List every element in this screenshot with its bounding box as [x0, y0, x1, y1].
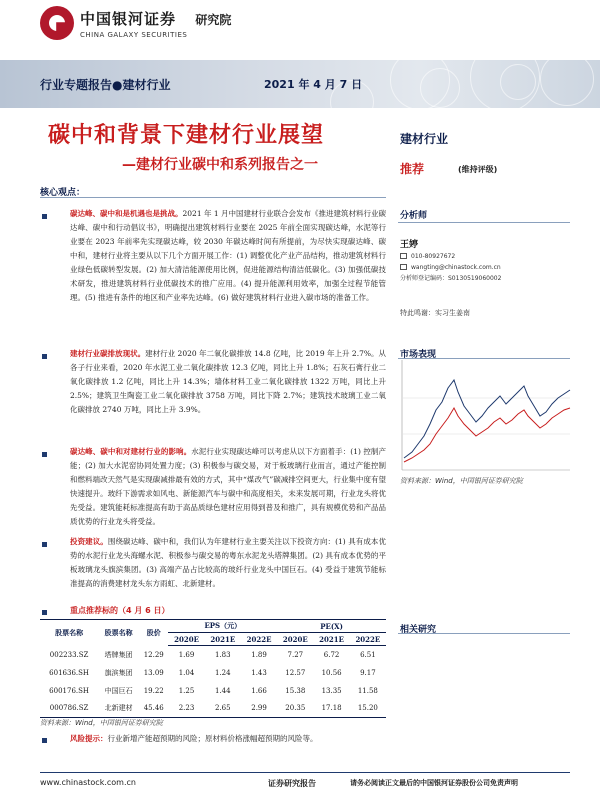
- table-cell: 1.24: [214, 668, 231, 677]
- related-divider: [398, 633, 570, 634]
- footer-divider: [40, 772, 570, 773]
- header-banner: [0, 60, 600, 108]
- table-cell: 17.18: [313, 700, 349, 718]
- table-header-eps: EPS（元）: [168, 620, 277, 633]
- footer-url[interactable]: www.chinastock.com.cn: [40, 778, 136, 787]
- recommendation-table: [40, 619, 386, 718]
- table-row: [40, 646, 386, 664]
- table-header-code: 股票名称: [40, 620, 98, 646]
- market-performance-chart: [400, 358, 572, 473]
- table-header-price: 股价: [139, 620, 168, 646]
- bullet-icon: [42, 542, 47, 547]
- table-header-year: 2022E: [350, 633, 386, 646]
- industry-label: 建材行业: [400, 132, 449, 146]
- summary-divider: [40, 197, 386, 198]
- report-type: 行业专题报告●建材行业: [40, 78, 171, 92]
- table-cell: 9.17: [360, 668, 376, 677]
- table-cell: 15.20: [350, 700, 386, 718]
- company-logo: [40, 6, 231, 40]
- paragraph-2: 建材行业碳排放现状。建材行业 2020 年二氧化碳排放 14.8 亿吨，比 2019 年上升 2.7%。从各子行业来看，2020 年水泥工业二氧化碳排放 12.3 亿吨，同比上升 1.8%；石灰石膏行业二氧化碳排放 1.2 亿吨，同比上升 14.3%；墙体材料工业二氧化碳排放 1322 万吨，同比上升 2.5%；建筑卫生陶瓷工业二氧化碳排放 3758 万吨，同比下降 2.7%；建筑技术玻璃工业二氧化碳排放 2740 万吨，同比上升 3.9%。: [70, 349, 386, 414]
- table-cell: 600176.SH: [49, 686, 90, 695]
- bullet-icon: [42, 214, 47, 219]
- table-header-year: 2020E: [277, 633, 313, 646]
- bullet-icon: [42, 452, 47, 457]
- market-line-b: [404, 408, 570, 462]
- bullet-icon: [42, 610, 47, 615]
- table-cell: 45.46: [139, 700, 168, 718]
- table-cell: 19.22: [143, 686, 164, 695]
- table-header-name: 股票名称: [98, 620, 139, 646]
- table-cell: 2.23: [168, 700, 204, 718]
- market-line-a: [404, 380, 570, 458]
- mail-icon: [400, 264, 407, 270]
- risk-paragraph: 风险提示：行业新增产能超预期的风险；原材料价格涨幅超预期的风险等。: [70, 734, 318, 743]
- table-cell: 6.72: [323, 650, 340, 659]
- analyst-cert: 分析师登记编码：S0130519060002: [400, 275, 502, 282]
- table-cell: 1.89: [251, 650, 267, 659]
- footer-disclaimer: 请务必阅读正文最后的中国银河证券股份公司免责声明: [350, 779, 518, 787]
- table-row: [40, 700, 386, 718]
- table-cell: 12.57: [285, 668, 306, 677]
- table-cell: 1.43: [251, 668, 267, 677]
- table-cell: 12.29: [143, 650, 164, 659]
- table-cell: 旗滨集团: [104, 668, 133, 677]
- table-cell: 20.35: [277, 700, 313, 718]
- related-heading: 相关研究: [400, 625, 437, 635]
- table-header-pe: PE(X): [277, 620, 386, 633]
- rating-note: (维持评级): [458, 165, 498, 174]
- table-cell: 1.25: [178, 686, 195, 695]
- table-cell: 中国巨石: [104, 686, 133, 695]
- table-cell: 北新建材: [98, 700, 139, 718]
- galaxy-logo-icon: [40, 6, 74, 40]
- paragraph-3: 碳达峰、碳中和对建材行业的影响。水泥行业实现碳达峰可以考虑从以下方面着手：(1) 控制产能；(2) 加大水泥窑协同处置力度；(3) 积极参与碳交易，对于板玻璃行业而言，通过产能控制和燃料端改天然气是实现碳减排最有效的方式，其中“煤改气”碳减排空间更大，行业集中度有望快速提升。玻纤下游需求如风电、新能源汽车与碳中和高度相关，未来发展可期，行业龙头将优先受益。建筑能耗标准提高有助于高品质绿色建材应用得到普及和推广，具有规模优势和产品品质优势的行业龙头将受益。: [70, 447, 387, 526]
- footer-doc-type: 证券研究报告: [268, 779, 316, 788]
- rating-label: 推荐: [400, 162, 425, 176]
- table-cell: 11.58: [357, 686, 378, 695]
- logo-cn-text: 中国银河证券: [80, 9, 177, 28]
- table-cell: 002233.SZ: [49, 650, 89, 659]
- market-heading: 市场表现: [400, 350, 437, 360]
- report-date: 2021 年 4 月 7 日: [264, 78, 363, 91]
- table-header-year: 2021E: [313, 633, 349, 646]
- table-cell: 2.65: [205, 700, 241, 718]
- table-cell: 1.04: [178, 668, 195, 677]
- logo-en-text: CHINA GALAXY SECURITIES: [80, 30, 188, 39]
- analyst-heading: 分析师: [400, 211, 428, 221]
- analyst-divider: [398, 222, 570, 223]
- chart-source: 资料来源：Wind，中国银河证券研究院: [400, 477, 523, 485]
- table-cell: 10.56: [321, 668, 342, 677]
- bullet-icon: [42, 354, 47, 359]
- table-row: [40, 664, 386, 682]
- summary-heading: 核心观点：: [40, 188, 86, 198]
- paragraph-1: 碳达峰、碳中和是机遇也是挑战。2021 年 1 月中国建材行业联合会发布《推进建筑材料行业碳达峰、碳中和行动倡议书》，明确提出建筑材料行业要在 2025 年前全面实现碳达峰，水泥等行业要在 2023 年前率先实现碳达峰，较 2030 年碳达峰时间有所提前，为尽快实现碳达峰、碳中和，建材行业将主要从以下几个方面开展工作：(1) 调整优化产业产品结构，推动建筑材料行业绿色低碳转型发展。(2) 加大清洁能源使用比例，促进能源结构清洁低碳化。(3) 加强低碳技术研发，推进建筑材料行业低碳技术的推广应用。(4) 提升能源利用效率，加强全过程节能管理。(5) 推进有条件的地区和产业率先达峰。(6) 做好建筑材料行业进入碳市场的准备工作。: [70, 209, 387, 302]
- institute-label: 研究院: [195, 12, 232, 27]
- table-cell: 6.51: [360, 650, 376, 659]
- table-cell: 13.35: [321, 686, 342, 695]
- analyst-email: wangting@chinastock.com.cn: [400, 263, 501, 273]
- table-source: 资料来源：Wind，中国银河证券研究院: [40, 719, 163, 727]
- table-cell: 1.83: [214, 650, 231, 659]
- table-header-year: 2022E: [241, 633, 277, 646]
- table-header-year: 2020E: [168, 633, 204, 646]
- table-row: [40, 682, 386, 700]
- table-cell: 1.44: [214, 686, 231, 695]
- table-cell: 7.27: [287, 650, 304, 659]
- table-title: 重点推荐标的（4 月 6 日）: [70, 606, 170, 615]
- table-cell: 1.69: [178, 650, 195, 659]
- table-cell: 1.66: [251, 686, 267, 695]
- table-cell: 2.99: [241, 700, 277, 718]
- paragraph-4: 投资建议。围绕碳达峰、碳中和，我们认为年建材行业主要关注以下投资方向：(1) 具有成本优势的水泥行业龙头海螺水泥、积极参与碳交易的粤东水泥龙头塔牌集团。(2) 具有成本优势的平板玻璃龙头旗滨集团。(3) 高端产品占比较高的玻纤行业龙头中国巨石。(4) 受益于建筑节能标准提高的消费建材龙头东方雨虹、北新建材。: [70, 537, 386, 588]
- table-cell: 15.38: [285, 686, 306, 695]
- table-header-year: 2021E: [205, 633, 241, 646]
- page-subtitle: —建材行业碳中和系列报告之一: [122, 157, 318, 173]
- bullet-icon: [42, 738, 47, 743]
- table-cell: 塔牌集团: [104, 650, 133, 659]
- analyst-name: 王婷: [400, 240, 419, 250]
- table-cell: 000786.SZ: [40, 700, 98, 718]
- phone-icon: [400, 253, 407, 259]
- page-title: 碳中和背景下建材行业展望: [48, 123, 325, 148]
- table-cell: 601636.SH: [49, 668, 90, 677]
- contributor-note: 特此鸣谢：实习生姜南: [400, 309, 470, 317]
- table-cell: 13.09: [143, 668, 164, 677]
- analyst-phone: 010-80927672: [400, 252, 455, 262]
